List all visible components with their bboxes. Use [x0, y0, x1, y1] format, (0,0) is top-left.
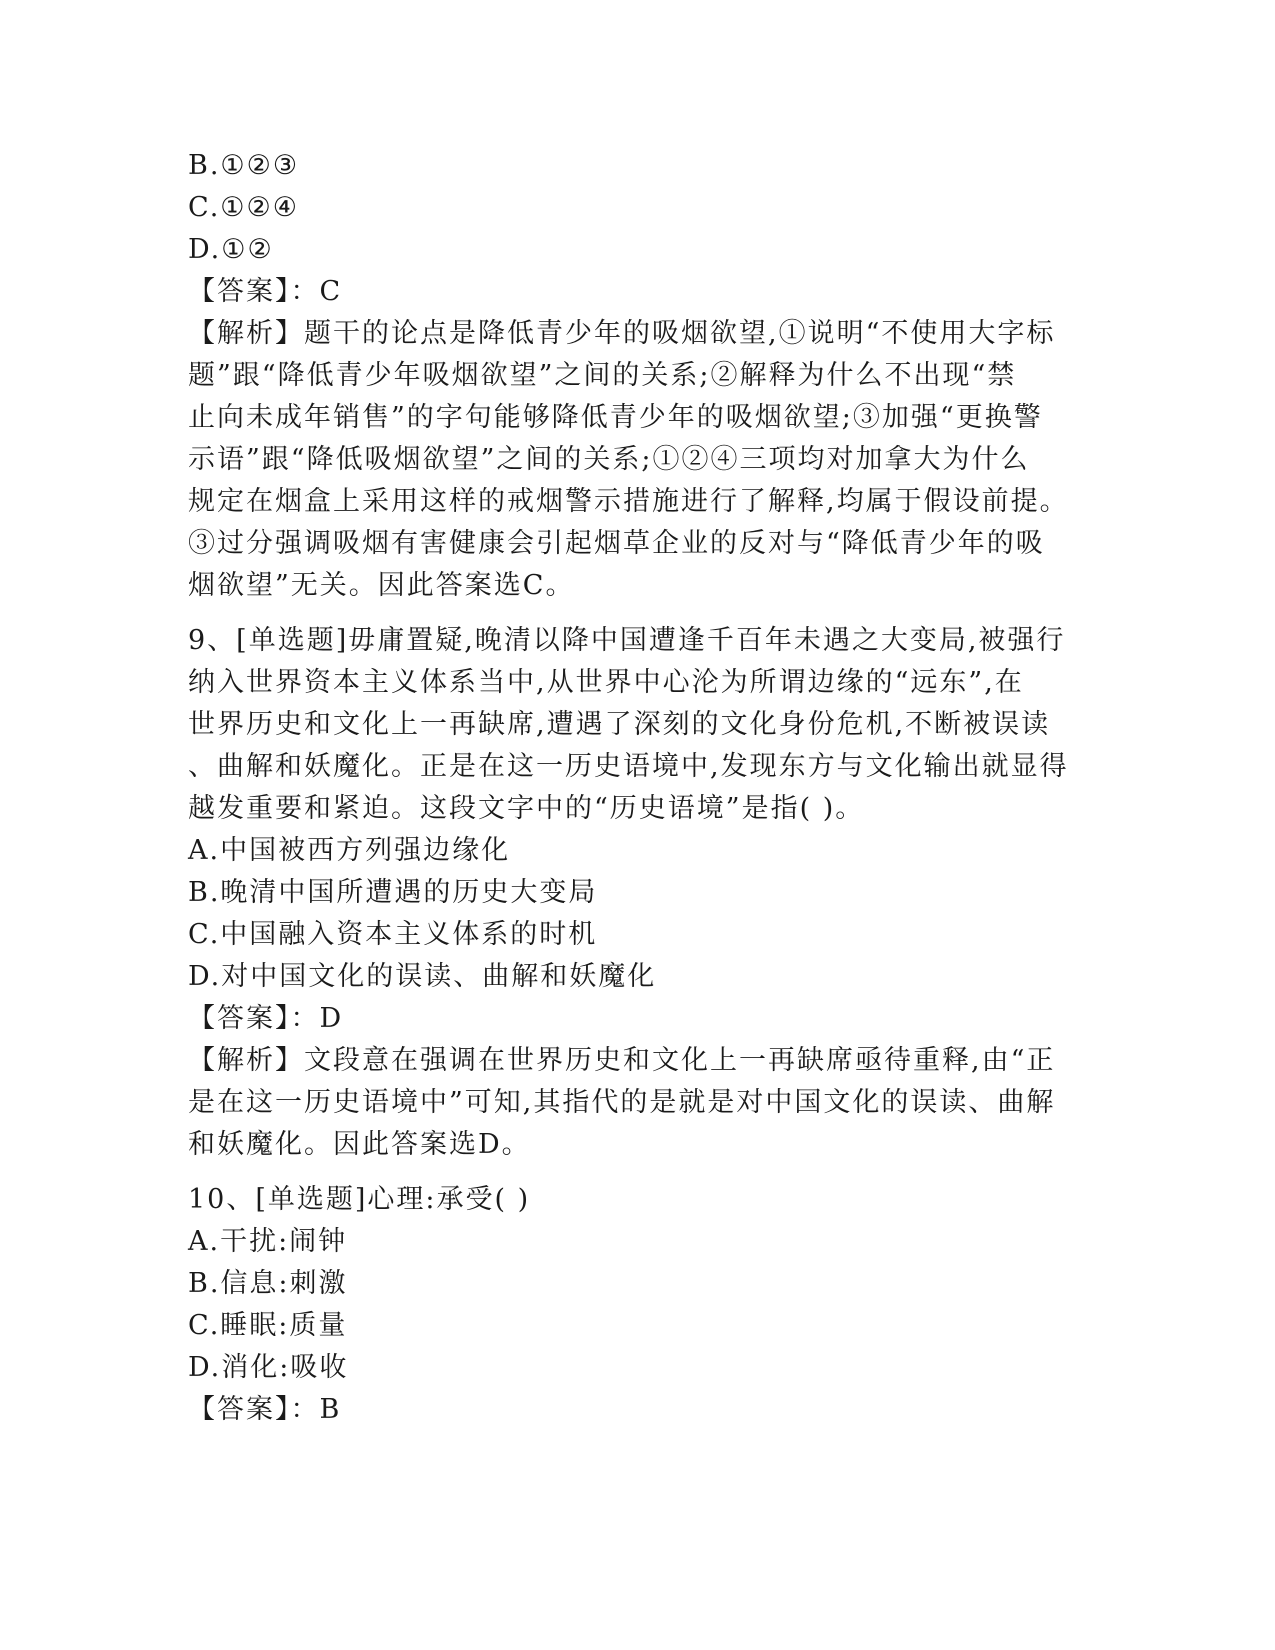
stem-line: 世界历史和文化上一再缺席,遭遇了深刻的文化身份危机,不断被误读: [188, 709, 1051, 740]
question-8-block: [188, 145, 1078, 607]
analysis-line: 规定在烟盒上采用这样的戒烟警示措施进行了解释,均属于假设前提。: [188, 486, 1069, 517]
option-c: C.睡眠:质量: [188, 1310, 348, 1341]
analysis-line: 【解析】题干的论点是降低青少年的吸烟欲望,①说明“不使用大字标: [188, 318, 1056, 349]
analysis-line: 题”跟“降低青少年吸烟欲望”之间的关系;②解释为什么不出现“禁: [188, 360, 1017, 391]
answer-line: 【答案】：D: [188, 1003, 344, 1034]
option-d: D.①②: [188, 234, 274, 265]
analysis-line: 烟欲望”无关。因此答案选C。: [188, 570, 575, 601]
option-a: A.中国被西方列强边缘化: [188, 835, 511, 866]
analysis-paragraph: [188, 313, 1078, 607]
answer-line: 【答案】：C: [188, 276, 343, 307]
option-a: A.干扰:闹钟: [188, 1226, 348, 1257]
question-stem: [188, 620, 1078, 830]
option-d: D.对中国文化的误读、曲解和妖魔化: [188, 961, 657, 992]
question-10-block: [188, 1179, 1078, 1431]
option-b: B.①②③: [188, 150, 300, 181]
option-b: B.晚清中国所遭遇的历史大变局: [188, 877, 598, 908]
stem-line: 9、[单选题]毋庸置疑,晚清以降中国遭逢千百年未遇之大变局,被强行: [188, 625, 1066, 656]
question-stem: 10、[单选题]心理:承受( ): [188, 1184, 531, 1215]
stem-line: 、曲解和妖魔化。正是在这一历史语境中,发现东方与文化输出就显得: [188, 751, 1069, 782]
analysis-line: ③过分强调吸烟有害健康会引起烟草企业的反对与“降低青少年的吸: [188, 528, 1045, 559]
option-c: C.①②④: [188, 192, 299, 223]
analysis-line: 【解析】文段意在强调在世界历史和文化上一再缺席亟待重释,由“正: [188, 1045, 1056, 1076]
option-d: D.消化:吸收: [188, 1352, 349, 1383]
spacer: [188, 1166, 1078, 1179]
option-b: B.信息:刺激: [188, 1268, 348, 1299]
analysis-line: 是在这一历史语境中”可知,其指代的是就是对中国文化的误读、曲解: [188, 1087, 1056, 1118]
answer-line: 【答案】：B: [188, 1394, 342, 1425]
document-page: [188, 145, 1078, 1431]
analysis-line: 止向未成年销售”的字句能够降低青少年的吸烟欲望;③加强“更换警: [188, 402, 1043, 433]
option-c: C.中国融入资本主义体系的时机: [188, 919, 598, 950]
analysis-paragraph: [188, 1040, 1078, 1166]
stem-line: 越发重要和紧迫。这段文字中的“历史语境”是指( )。: [188, 793, 865, 824]
spacer: [188, 607, 1078, 620]
stem-line: 纳入世界资本主义体系当中,从世界中心沦为所谓边缘的“远东”,在: [188, 667, 1024, 698]
question-9-block: [188, 620, 1078, 1166]
analysis-line: 示语”跟“降低吸烟欲望”之间的关系;①②④三项均对加拿大为什么: [188, 444, 1030, 475]
analysis-line: 和妖魔化。因此答案选D。: [188, 1129, 531, 1160]
